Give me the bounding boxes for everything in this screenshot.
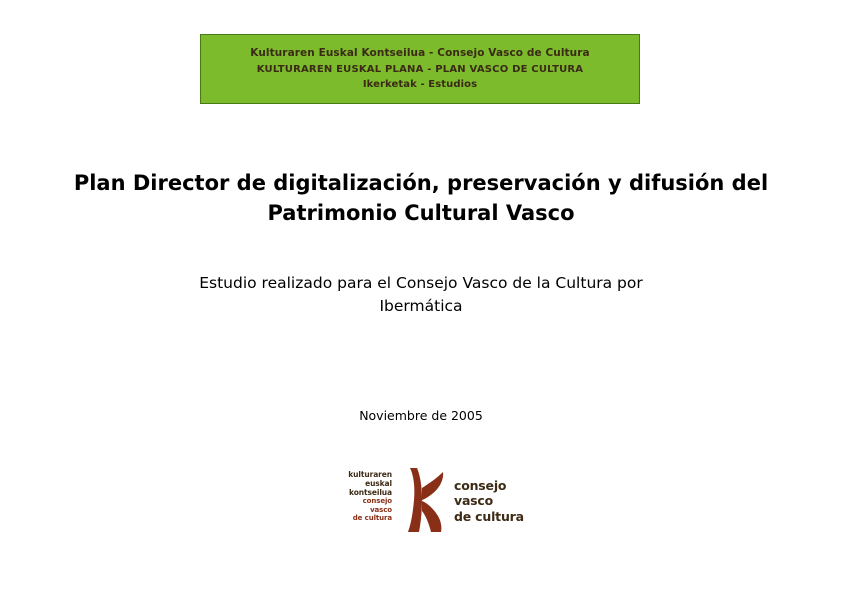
logo-mark-icon (396, 466, 450, 534)
page-title: Plan Director de digitalización, preservación y difusión del Patrimonio Cultural Vasco (73, 171, 769, 226)
logo-right-text (454, 478, 534, 524)
logo-left-text (344, 470, 392, 523)
logo-left-line-4: consejo (362, 497, 392, 506)
logo-right-line-1: consejo (454, 478, 507, 493)
logo-left-line-3: kontseilua (349, 488, 392, 498)
logo-left-line-5: vasco (370, 505, 392, 514)
logo-left-line-6: de cultura (352, 514, 392, 523)
logo-right-line-3: de cultura (454, 508, 524, 524)
banner-line-2: KULTURAREN EUSKAL PLANA - PLAN VASCO DE CULTURA (256, 63, 584, 75)
document-date: Noviembre de 2005 (359, 408, 483, 423)
logo-left-line-1: kulturaren (348, 470, 392, 479)
banner-line-3: Ikerketak - Estudios (362, 79, 478, 91)
document-subtitle: Estudio realizado para el Consejo Vasco de la Cultura por Ibermática (199, 274, 643, 316)
header-banner (200, 34, 640, 104)
logo-left-line-2: euskal (365, 479, 392, 489)
logo-right-line-2: vasco (454, 493, 494, 509)
consejo-vasco-de-cultura-logo (344, 466, 524, 536)
banner-line-1: Kulturaren Euskal Kontseilua - Consejo Vasco de Cultura (250, 47, 590, 60)
